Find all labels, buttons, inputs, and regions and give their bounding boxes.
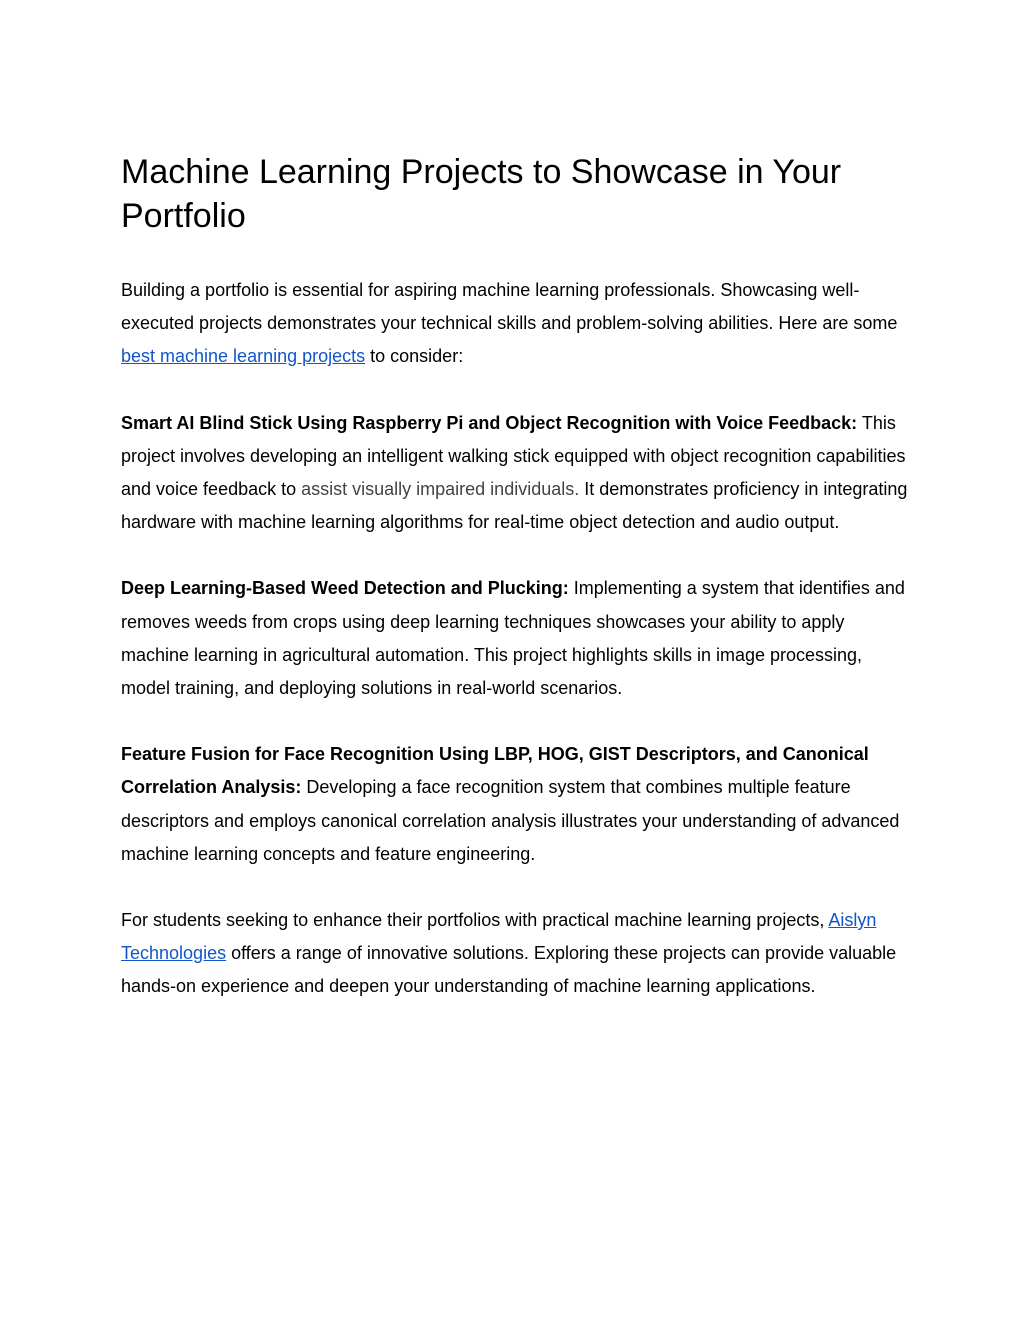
closing-text-before-link: For students seeking to enhance their portfolios with practical machine learning projects, <box>121 910 829 931</box>
project-description: This project involves developing an intelligent walking stick equipped with object recognition capabilities and voice feedback to <box>121 412 906 500</box>
document-page <box>121 150 911 1037</box>
project-description-continued: It demonstrates proficiency in integrating hardware with machine learning algorithms for real-time object detection and audio output. <box>121 479 908 533</box>
project-heading: Smart AI Blind Stick Using Raspberry Pi and Object Recognition with Voice Feedback: <box>121 412 858 433</box>
aislyn-technologies-link[interactable]: Aislyn Technologies <box>121 910 877 964</box>
project-face-recognition <box>121 738 911 871</box>
project-description: Implementing a system that identifies and removes weeds from crops using deep learning techniques showcases your ability to apply machine learning in agricultural automation. This project highlights skills in image processing, model training, and deploying solutions in real-world scenarios. <box>121 578 905 699</box>
page-title: Machine Learning Projects to Showcase in Your Portfolio <box>121 153 842 235</box>
intro-text-before-link: Building a portfolio is essential for aspiring machine learning professionals. Showcasing well-executed projects demonstrates your technical skills and problem-solving abilities. Here are some <box>121 280 898 334</box>
project-highlight-text: assist visually impaired individuals. <box>301 479 580 500</box>
closing-paragraph <box>121 904 911 1004</box>
intro-text-after-link: to consider: <box>365 346 464 367</box>
project-heading: Deep Learning-Based Weed Detection and Plucking: <box>121 578 569 599</box>
project-heading: Feature Fusion for Face Recognition Using LBP, HOG, GIST Descriptors, and Canonical Correlation Analysis: <box>121 744 869 798</box>
project-description: Developing a face recognition system that combines multiple feature descriptors and employs canonical correlation analysis illustrates your understanding of advanced machine learning concepts and feature engineering. <box>121 777 900 864</box>
best-ml-projects-link[interactable]: best machine learning projects <box>121 346 366 367</box>
intro-paragraph <box>121 274 911 374</box>
closing-text-after-link: offers a range of innovative solutions. Exploring these projects can provide valuable hands-on experience and deepen your understanding of machine learning applications. <box>121 943 897 997</box>
project-weed-detection <box>121 572 911 705</box>
project-smart-blind-stick <box>121 407 911 540</box>
